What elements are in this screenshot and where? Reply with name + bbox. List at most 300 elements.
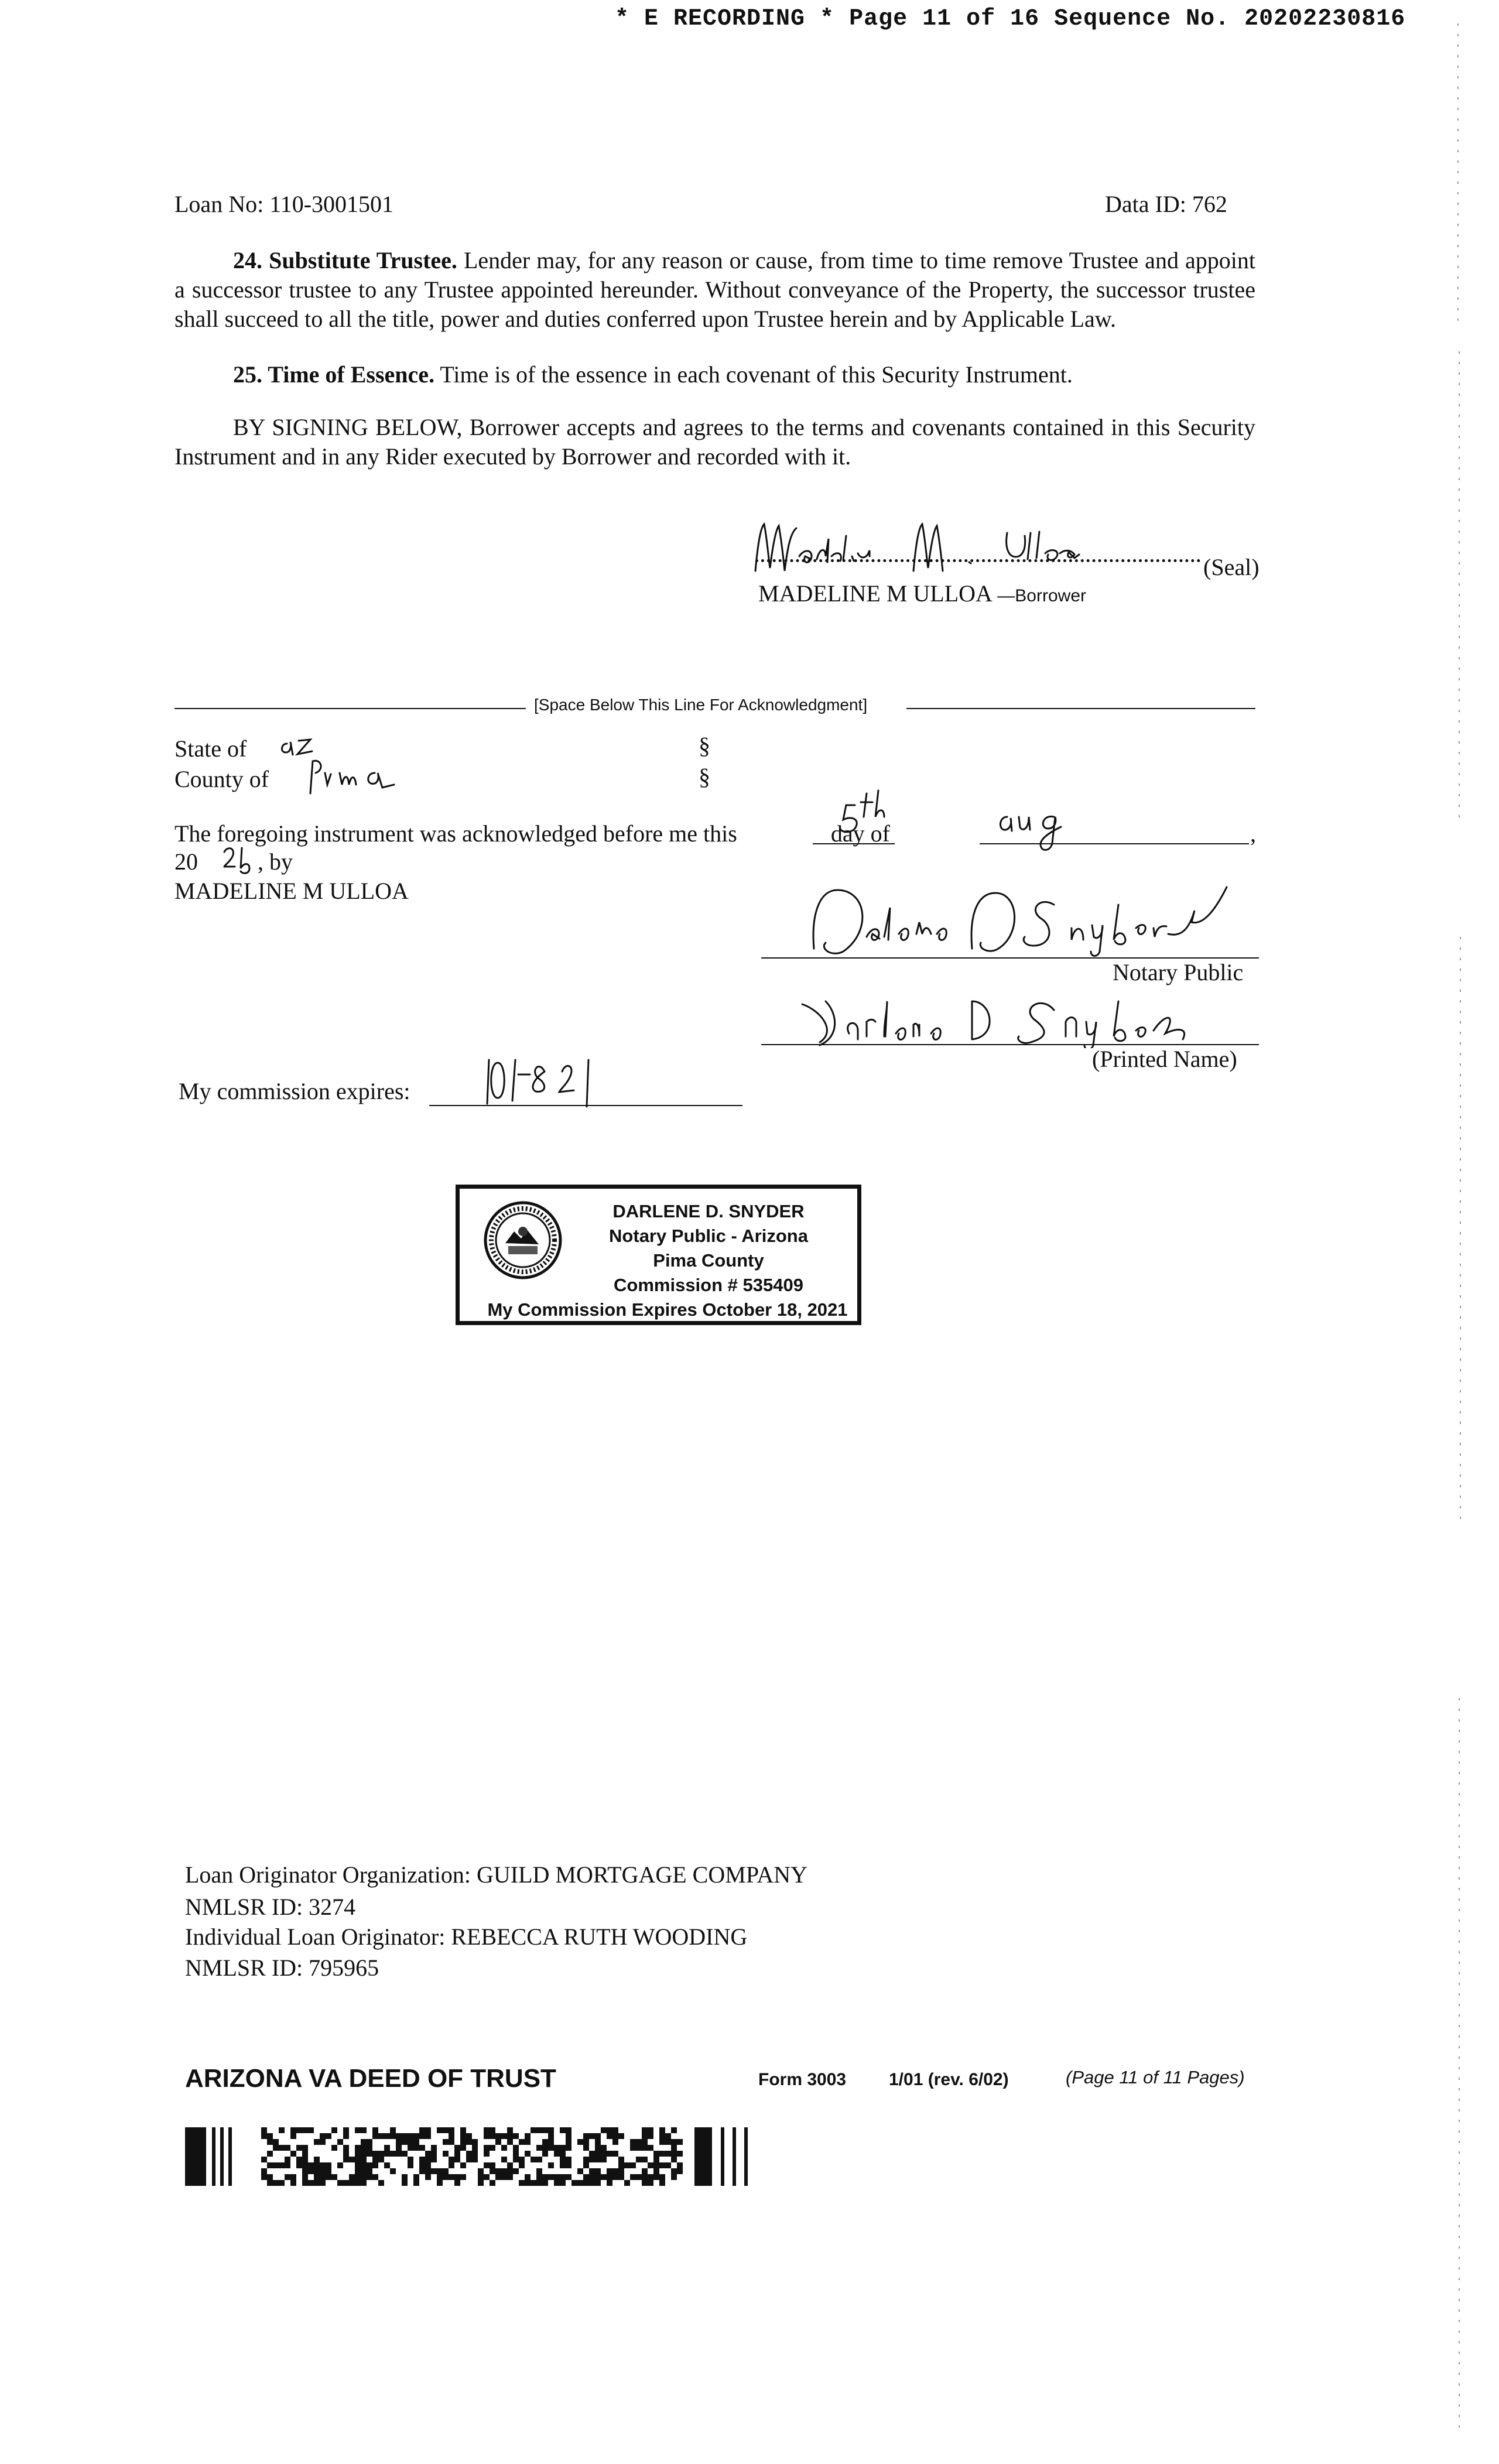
barcode-module bbox=[490, 2162, 495, 2168]
notary-printed-name bbox=[796, 978, 1312, 1048]
barcode-module bbox=[560, 2162, 566, 2168]
barcode-module bbox=[519, 2157, 525, 2162]
state-label: State of bbox=[174, 735, 247, 762]
barcode-module bbox=[671, 2168, 677, 2174]
barcode-module bbox=[267, 2174, 273, 2180]
barcode-module bbox=[302, 2151, 308, 2157]
barcode-module bbox=[589, 2151, 595, 2157]
barcode-module bbox=[484, 2127, 490, 2133]
acknowledgment-divider-right bbox=[906, 708, 1255, 709]
barcode-module bbox=[413, 2133, 419, 2139]
barcode-module bbox=[495, 2139, 501, 2145]
barcode-module bbox=[630, 2145, 636, 2151]
barcode-module bbox=[636, 2145, 642, 2151]
acknowledgment-separator: [Space Below This Line For Acknowledgment] bbox=[534, 696, 868, 714]
barcode-module bbox=[642, 2127, 648, 2133]
barcode-module bbox=[519, 2162, 525, 2168]
barcode-module bbox=[437, 2180, 443, 2186]
barcode-module bbox=[419, 2145, 425, 2151]
barcode-module bbox=[326, 2133, 331, 2139]
barcode-module bbox=[320, 2180, 326, 2186]
barcode-module bbox=[589, 2168, 595, 2174]
notary-stamp bbox=[456, 1185, 861, 1325]
barcode-module bbox=[677, 2168, 683, 2174]
barcode-module bbox=[343, 2180, 349, 2186]
barcode-module bbox=[390, 2127, 396, 2133]
barcode-module bbox=[653, 2151, 659, 2157]
barcode-module bbox=[612, 2174, 618, 2180]
barcode-module bbox=[595, 2133, 601, 2139]
borrower-role: —Borrower bbox=[992, 586, 1086, 605]
barcode-module bbox=[261, 2133, 267, 2139]
barcode-module bbox=[648, 2180, 653, 2186]
barcode-module bbox=[443, 2151, 449, 2157]
barcode-module bbox=[601, 2145, 607, 2151]
barcode-module bbox=[378, 2180, 384, 2186]
borrower-signature bbox=[744, 515, 1212, 580]
barcode-module bbox=[367, 2174, 372, 2180]
barcode-module bbox=[267, 2139, 273, 2145]
barcode-module bbox=[484, 2145, 490, 2151]
barcode-module bbox=[449, 2133, 454, 2139]
barcode-module bbox=[320, 2133, 326, 2139]
barcode-module bbox=[466, 2157, 472, 2162]
barcode-module bbox=[343, 2151, 349, 2157]
barcode-module bbox=[402, 2133, 408, 2139]
barcode-module bbox=[566, 2145, 571, 2151]
barcode-module bbox=[642, 2174, 648, 2180]
barcode-module bbox=[367, 2145, 372, 2151]
barcode-module bbox=[290, 2174, 296, 2180]
barcode-module bbox=[425, 2157, 431, 2162]
barcode-module bbox=[425, 2127, 431, 2133]
barcode-module bbox=[513, 2168, 519, 2174]
barcode-module bbox=[612, 2151, 618, 2157]
barcode-module bbox=[454, 2151, 460, 2157]
barcode-module bbox=[402, 2151, 408, 2157]
barcode-module bbox=[607, 2174, 612, 2180]
barcode-module bbox=[607, 2168, 612, 2174]
month-handwritten-value bbox=[990, 802, 1083, 867]
barcode-module bbox=[536, 2145, 542, 2151]
barcode-module bbox=[612, 2139, 618, 2145]
barcode-module bbox=[314, 2139, 320, 2145]
barcode-module bbox=[525, 2174, 531, 2180]
barcode-module bbox=[408, 2157, 413, 2162]
barcode-module bbox=[554, 2145, 560, 2151]
barcode-module bbox=[531, 2180, 536, 2186]
barcode-module bbox=[390, 2151, 396, 2157]
barcode-module bbox=[302, 2162, 308, 2168]
barcode-module bbox=[607, 2151, 612, 2157]
year-handwritten-value bbox=[221, 843, 256, 875]
year-suffix: , by bbox=[258, 848, 293, 875]
barcode-module bbox=[490, 2133, 495, 2139]
barcode-module bbox=[437, 2174, 443, 2180]
barcode-module bbox=[507, 2127, 513, 2133]
barcode-module bbox=[665, 2139, 671, 2145]
barcode-module bbox=[577, 2168, 583, 2174]
barcode-module bbox=[595, 2174, 601, 2180]
barcode-module bbox=[642, 2133, 648, 2139]
barcode-module bbox=[396, 2145, 402, 2151]
barcode-module bbox=[495, 2174, 501, 2180]
barcode-module bbox=[314, 2168, 320, 2174]
barcode-module bbox=[326, 2168, 331, 2174]
loan-number: Loan No: 110-3001501 bbox=[174, 191, 394, 217]
barcode-module bbox=[560, 2180, 566, 2186]
barcode-module bbox=[273, 2180, 279, 2186]
barcode-module bbox=[408, 2139, 413, 2145]
barcode-module bbox=[460, 2174, 466, 2180]
barcode-module bbox=[472, 2145, 478, 2151]
barcode-module bbox=[396, 2151, 402, 2157]
barcode-module bbox=[472, 2139, 478, 2145]
barcode-module bbox=[560, 2174, 566, 2180]
barcode-module bbox=[296, 2127, 302, 2133]
barcode-module bbox=[560, 2145, 566, 2151]
barcode-module bbox=[665, 2133, 671, 2139]
barcode-module bbox=[273, 2162, 279, 2168]
barcode-module bbox=[648, 2133, 653, 2139]
barcode-module bbox=[589, 2180, 595, 2186]
barcode-module bbox=[554, 2174, 560, 2180]
barcode-module bbox=[361, 2139, 367, 2145]
barcode-module bbox=[478, 2180, 484, 2186]
barcode-module bbox=[437, 2127, 443, 2133]
barcode-module bbox=[577, 2139, 583, 2145]
barcode-module bbox=[296, 2145, 302, 2151]
barcode-module bbox=[314, 2174, 320, 2180]
borrower-name: MADELINE M ULLOA bbox=[758, 580, 993, 607]
barcode-module bbox=[372, 2162, 378, 2168]
barcode-module bbox=[589, 2174, 595, 2180]
barcode-module bbox=[279, 2162, 285, 2168]
barcode-module bbox=[501, 2168, 507, 2174]
barcode-module bbox=[302, 2157, 308, 2162]
stamp-county: Pima County bbox=[653, 1250, 764, 1271]
barcode-module bbox=[343, 2157, 349, 2162]
barcode-module bbox=[372, 2133, 378, 2139]
printed-name-label: (Printed Name) bbox=[1092, 1046, 1237, 1072]
barcode-module bbox=[296, 2157, 302, 2162]
barcode-module bbox=[659, 2127, 665, 2133]
barcode-module bbox=[595, 2180, 601, 2186]
barcode-module bbox=[595, 2139, 601, 2145]
barcode-module bbox=[367, 2162, 372, 2168]
barcode-module bbox=[372, 2174, 378, 2180]
barcode-module bbox=[583, 2162, 589, 2168]
arizona-state-seal bbox=[482, 1199, 564, 1281]
acknowledgment-sentence-start: The foregoing instrument was acknowledged before me this bbox=[174, 820, 737, 847]
barcode-module bbox=[548, 2174, 554, 2180]
barcode-module bbox=[290, 2133, 296, 2139]
loan-originator-organization-id: NMLSR ID: 3274 bbox=[185, 1894, 356, 1920]
barcode-module bbox=[484, 2162, 490, 2168]
barcode-module bbox=[413, 2174, 419, 2180]
barcode-module bbox=[454, 2157, 460, 2162]
barcode-module bbox=[279, 2127, 285, 2133]
barcode-module bbox=[513, 2133, 519, 2139]
barcode-module bbox=[665, 2151, 671, 2157]
acknowledgment-sentence bbox=[174, 820, 890, 847]
section-25-body: Time is of the essence in each covenant of this Security Instrument. bbox=[434, 361, 1073, 388]
year-prefix: 20 bbox=[174, 848, 198, 875]
barcode-module bbox=[314, 2162, 320, 2168]
signer-name: MADELINE M ULLOA bbox=[174, 878, 409, 904]
barcode-module bbox=[437, 2168, 443, 2174]
barcode-module bbox=[290, 2127, 296, 2133]
section-24-heading: 24. Substitute Trustee. bbox=[233, 247, 457, 273]
barcode-module bbox=[653, 2157, 659, 2162]
barcode-module bbox=[367, 2151, 372, 2157]
day-handwritten-value bbox=[831, 788, 896, 843]
barcode-module bbox=[548, 2133, 554, 2139]
barcode-module bbox=[355, 2157, 361, 2162]
barcode-module bbox=[501, 2133, 507, 2139]
barcode-module bbox=[648, 2174, 653, 2180]
date-comma: , bbox=[1250, 820, 1256, 847]
barcode-module bbox=[302, 2168, 308, 2174]
barcode-module bbox=[659, 2174, 665, 2180]
barcode-module bbox=[431, 2168, 437, 2174]
barcode-module bbox=[449, 2139, 454, 2145]
barcode-module bbox=[548, 2162, 554, 2168]
county-label: County of bbox=[174, 766, 269, 792]
barcode-module bbox=[583, 2180, 589, 2186]
barcode-module bbox=[273, 2145, 279, 2151]
barcode-module bbox=[618, 2174, 624, 2180]
section-25-time-of-essence bbox=[174, 360, 1255, 389]
barcode-module bbox=[636, 2157, 642, 2162]
barcode-module bbox=[583, 2157, 589, 2162]
barcode-module bbox=[659, 2151, 665, 2157]
barcode-module bbox=[361, 2180, 367, 2186]
barcode-module bbox=[349, 2174, 355, 2180]
barcode-module bbox=[484, 2151, 490, 2157]
barcode-module bbox=[648, 2162, 653, 2168]
barcode-module bbox=[408, 2133, 413, 2139]
recording-header: * E RECORDING * Page 11 of 16 Sequence No. 20202230816 bbox=[615, 6, 1406, 32]
barcode-module bbox=[425, 2162, 431, 2168]
barcode-module bbox=[279, 2180, 285, 2186]
barcode-module bbox=[618, 2162, 624, 2168]
barcode-module bbox=[501, 2174, 507, 2180]
barcode-module bbox=[595, 2145, 601, 2151]
barcode-module bbox=[337, 2180, 343, 2186]
barcode-module bbox=[601, 2151, 607, 2157]
barcode-module bbox=[285, 2162, 290, 2168]
barcode-module bbox=[536, 2127, 542, 2133]
barcode-module bbox=[285, 2157, 290, 2162]
barcode-module bbox=[618, 2168, 624, 2174]
barcode-module bbox=[554, 2151, 560, 2157]
barcode-module bbox=[425, 2168, 431, 2174]
barcode-module bbox=[536, 2174, 542, 2180]
barcode-module bbox=[331, 2174, 337, 2180]
barcode-module bbox=[372, 2127, 378, 2133]
barcode-module bbox=[372, 2157, 378, 2162]
barcode-module bbox=[267, 2133, 273, 2139]
barcode-module bbox=[472, 2151, 478, 2157]
barcode-module bbox=[507, 2174, 513, 2180]
barcode-module bbox=[601, 2157, 607, 2162]
barcode-module bbox=[671, 2157, 677, 2162]
acknowledgment-divider-left bbox=[174, 708, 526, 709]
barcode-module bbox=[419, 2127, 425, 2133]
borrower-name-line bbox=[758, 580, 1086, 607]
barcode-module bbox=[677, 2162, 683, 2168]
barcode-module bbox=[302, 2127, 308, 2133]
barcode-module bbox=[302, 2180, 308, 2186]
barcode-module bbox=[659, 2162, 665, 2168]
barcode-module bbox=[595, 2151, 601, 2157]
barcode-module bbox=[314, 2157, 320, 2162]
barcode-module bbox=[396, 2139, 402, 2145]
barcode-module bbox=[560, 2151, 566, 2157]
barcode-module bbox=[542, 2151, 548, 2157]
barcode-module bbox=[531, 2127, 536, 2133]
loan-originator-organization: Loan Originator Organization: GUILD MORTGAGE COMPANY bbox=[185, 1861, 808, 1888]
barcode-module bbox=[583, 2139, 589, 2145]
barcode-module bbox=[378, 2157, 384, 2162]
barcode-module bbox=[601, 2174, 607, 2180]
barcode-module bbox=[460, 2145, 466, 2151]
county-section-mark: § bbox=[699, 764, 710, 790]
barcode-module bbox=[542, 2127, 548, 2133]
barcode-module bbox=[285, 2174, 290, 2180]
barcode-module bbox=[308, 2127, 314, 2133]
barcode-module bbox=[648, 2127, 653, 2133]
barcode-module bbox=[566, 2157, 571, 2162]
barcode-module bbox=[466, 2139, 472, 2145]
barcode-module bbox=[372, 2151, 378, 2157]
barcode-module bbox=[636, 2174, 642, 2180]
barcode-module bbox=[290, 2180, 296, 2186]
barcode-module bbox=[624, 2180, 630, 2186]
barcode-module bbox=[425, 2174, 431, 2180]
barcode-module bbox=[542, 2145, 548, 2151]
barcode-module bbox=[355, 2127, 361, 2133]
barcode-module bbox=[612, 2168, 618, 2174]
barcode-module bbox=[636, 2139, 642, 2145]
barcode-module bbox=[484, 2133, 490, 2139]
barcode-module bbox=[560, 2157, 566, 2162]
barcode-module bbox=[519, 2180, 525, 2186]
barcode-module bbox=[607, 2180, 612, 2186]
barcode-module bbox=[378, 2133, 384, 2139]
barcode-module bbox=[460, 2127, 466, 2133]
barcode-module bbox=[279, 2145, 285, 2151]
barcode-module bbox=[536, 2168, 542, 2174]
barcode-module bbox=[320, 2139, 326, 2145]
barcode-module bbox=[413, 2180, 419, 2186]
barcode-module bbox=[449, 2127, 454, 2133]
barcode-module bbox=[542, 2180, 548, 2186]
barcode-module bbox=[642, 2157, 648, 2162]
barcode-module bbox=[443, 2139, 449, 2145]
barcode-module bbox=[460, 2139, 466, 2145]
barcode-module bbox=[413, 2139, 419, 2145]
barcode-module bbox=[677, 2151, 683, 2157]
barcode-module bbox=[443, 2168, 449, 2174]
barcode-module bbox=[495, 2133, 501, 2139]
barcode-module bbox=[384, 2162, 390, 2168]
barcode-module bbox=[484, 2174, 490, 2180]
individual-loan-originator: Individual Loan Originator: REBECCA RUTH WOODING bbox=[185, 1924, 748, 1950]
barcode-module bbox=[659, 2133, 665, 2139]
barcode-module bbox=[349, 2157, 355, 2162]
barcode-module bbox=[408, 2162, 413, 2168]
barcode-module bbox=[267, 2151, 273, 2157]
barcode-module bbox=[355, 2151, 361, 2157]
barcode-module bbox=[507, 2133, 513, 2139]
barcode-module bbox=[308, 2162, 314, 2168]
barcode-module bbox=[671, 2174, 677, 2180]
barcode-module bbox=[542, 2174, 548, 2180]
seal-label: (Seal) bbox=[1203, 554, 1260, 580]
barcode-module bbox=[583, 2174, 589, 2180]
data-id: Data ID: 762 bbox=[1105, 191, 1227, 217]
barcode-module bbox=[566, 2139, 571, 2145]
barcode-module bbox=[519, 2139, 525, 2145]
barcode-module bbox=[501, 2157, 507, 2162]
barcode-module bbox=[384, 2145, 390, 2151]
form-number: Form 3003 bbox=[758, 2070, 847, 2089]
barcode-module bbox=[566, 2162, 571, 2168]
barcode-module bbox=[659, 2180, 665, 2186]
barcode-module bbox=[443, 2174, 449, 2180]
barcode-module bbox=[525, 2180, 531, 2186]
barcode-module bbox=[583, 2133, 589, 2139]
barcode-module bbox=[396, 2133, 402, 2139]
barcode-module bbox=[308, 2180, 314, 2186]
barcode-module bbox=[419, 2162, 425, 2168]
stamp-notary-title: Notary Public - Arizona bbox=[609, 1226, 808, 1246]
commission-expires-handwritten-value bbox=[480, 1048, 621, 1113]
barcode-module bbox=[472, 2157, 478, 2162]
barcode-module bbox=[267, 2162, 273, 2168]
barcode-module bbox=[478, 2168, 484, 2174]
barcode-module bbox=[384, 2133, 390, 2139]
barcode-module bbox=[402, 2139, 408, 2145]
barcode-module bbox=[302, 2145, 308, 2151]
barcode-module bbox=[314, 2180, 320, 2186]
barcode-module bbox=[642, 2168, 648, 2174]
barcode-module bbox=[419, 2133, 425, 2139]
barcode-module bbox=[624, 2162, 630, 2168]
barcode-module bbox=[361, 2127, 367, 2133]
barcode-module bbox=[454, 2180, 460, 2186]
barcode-module bbox=[566, 2174, 571, 2180]
barcode-module bbox=[261, 2127, 267, 2133]
barcode-module bbox=[425, 2133, 431, 2139]
barcode-module bbox=[478, 2174, 484, 2180]
barcode-module bbox=[571, 2180, 577, 2186]
barcode-module bbox=[671, 2139, 677, 2145]
barcode-module bbox=[402, 2174, 408, 2180]
barcode-module bbox=[513, 2157, 519, 2162]
barcode-module bbox=[560, 2127, 566, 2133]
barcode-module bbox=[583, 2145, 589, 2151]
barcode-module bbox=[320, 2168, 326, 2174]
barcode-module bbox=[677, 2139, 683, 2145]
barcode-module bbox=[642, 2139, 648, 2145]
notary-public-label: Notary Public bbox=[1113, 959, 1244, 985]
barcode-module bbox=[454, 2174, 460, 2180]
barcode-module bbox=[490, 2145, 495, 2151]
barcode-module bbox=[425, 2151, 431, 2157]
